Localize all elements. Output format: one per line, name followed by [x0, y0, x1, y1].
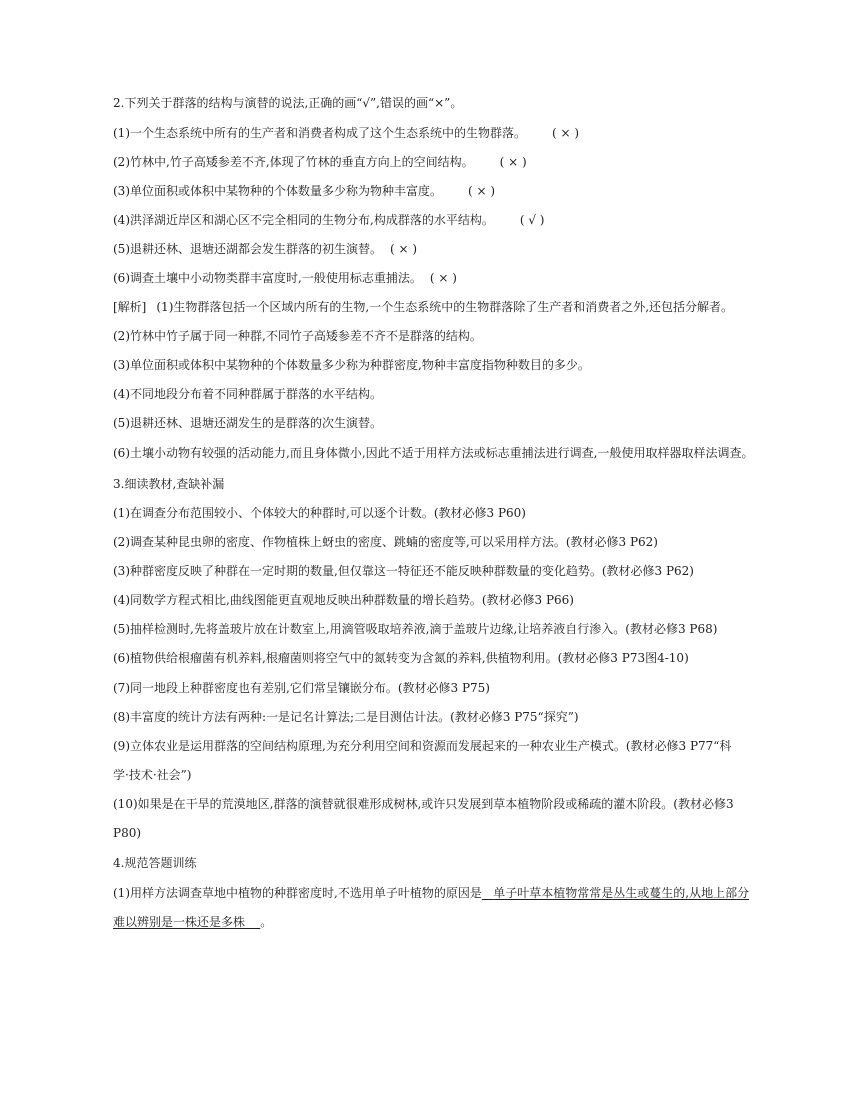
textbook-line-10-cont: P80) — [113, 826, 142, 840]
statement-3 — [113, 184, 495, 198]
answer-mark: ( × ) — [552, 126, 580, 140]
statement-text: (2)竹林中,竹子高矮参差不齐,体现了竹林的垂直方向上的空间结构。 — [113, 155, 474, 169]
answer-mark: ( × ) — [390, 242, 418, 256]
textbook-line-3: (3)种群密度反映了种群在一定时期的数量,但仅靠这一特征还不能反映种群数量的变化趋势。(教材必修3 P62) — [113, 564, 694, 578]
answer-text: 单子叶草本植物常常是丛生或蔓生的,从地上部分 — [493, 886, 750, 900]
statement-text: (1)一个生态系统中所有的生产者和消费者构成了这个生态系统中的生物群落。 — [113, 126, 527, 140]
analysis-text: (1)生物群落包括一个区域内所有的生物,一个生态系统中的生物群落除了生产者和消费者之外,还包括分解者。 — [156, 300, 734, 314]
answer-text: 难以辨别是一株还是多株 — [113, 915, 246, 929]
textbook-line-8: (8)丰富度的统计方法有两种:一是记名计算法;二是目测估计法。(教材必修3 P75“探究”) — [113, 710, 579, 724]
answer-mark: ( × ) — [499, 155, 527, 169]
textbook-line-7: (7)同一地段上种群密度也有差别,它们常呈镶嵌分布。(教材必修3 P75) — [113, 681, 490, 695]
statement-1 — [113, 126, 579, 140]
section2-heading: 2.下列关于群落的结构与演替的说法,正确的画“√”,错误的画“×”。 — [113, 96, 463, 110]
statement-6 — [113, 271, 457, 285]
statement-4 — [113, 213, 544, 227]
analysis-line-2: (2)竹林中竹子属于同一种群,不同竹子高矮参差不齐不是群落的结构。 — [113, 329, 482, 343]
analysis-label: [解析] — [113, 300, 147, 314]
analysis-line-6: (6)土壤小动物有较强的活动能力,而且身体微小,因此不适于用样方法或标志重捕法进行调查,一般使用取样器取样法调查。 — [113, 446, 754, 460]
textbook-line-9-cont: 学·技术·社会”) — [113, 768, 192, 782]
answer-question-1-cont — [113, 915, 272, 929]
answer-blank — [113, 915, 260, 929]
textbook-line-4: (4)同数学方程式相比,曲线图能更直观地反映出种群数量的增长趋势。(教材必修3 P66) — [113, 593, 574, 607]
section4-heading: 4.规范答题训练 — [113, 856, 197, 870]
section3-heading: 3.细读教材,查缺补漏 — [113, 477, 225, 491]
textbook-line-2: (2)调查某种昆虫卵的密度、作物植株上蚜虫的密度、跳蝻的密度等,可以采用样方法。(教材必修3 P62) — [113, 535, 658, 549]
statement-text: (3)单位面积或体积中某物种的个体数量多少称为物种丰富度。 — [113, 184, 443, 198]
statement-text: (6)调查土壤中小动物类群丰富度时,一般使用标志重捕法。 — [113, 271, 422, 285]
statement-2 — [113, 155, 527, 169]
statement-text: (4)洪泽湖近岸区和湖心区不完全相同的生物分布,构成群落的水平结构。 — [113, 213, 494, 227]
analysis-line-3: (3)单位面积或体积中某物种的个体数量多少称为种群密度,物种丰富度指物种数目的多少。 — [113, 358, 590, 372]
analysis-line-5: (5)退耕还林、退塘还湖发生的是群落的次生演替。 — [113, 416, 382, 430]
textbook-line-6: (6)植物供给根瘤菌有机养料,根瘤菌则将空气中的氮转变为含氮的养料,供植物利用。(教材必修3 P73图4-10) — [113, 651, 689, 665]
statement-5 — [113, 242, 417, 256]
answer-question-1 — [113, 886, 749, 900]
answer-mark: ( × ) — [468, 184, 496, 198]
textbook-line-9: (9)立体农业是运用群落的空间结构原理,为充分利用空间和资源而发展起来的一种农业生产模式。(教材必修3 P77“科 — [113, 739, 732, 753]
textbook-line-5: (5)抽样检测时,先将盖玻片放在计数室上,用滴管吸取培养液,滴于盖玻片边缘,让培养液自行渗入。(教材必修3 P68) — [113, 622, 718, 636]
answer-mark: ( × ) — [429, 271, 457, 285]
answer-suffix: 。 — [260, 915, 273, 929]
analysis-line-1 — [113, 300, 733, 314]
analysis-line-4: (4)不同地段分布着不同种群属于群落的水平结构。 — [113, 387, 382, 401]
answer-blank — [482, 886, 749, 900]
question-text: (1)用样方法调查草地中植物的种群密度时,不选用单子叶植物的原因是 — [113, 886, 482, 900]
statement-text: (5)退耕还林、退塘还湖都会发生群落的初生演替。 — [113, 242, 382, 256]
answer-mark: ( √ ) — [519, 213, 545, 227]
textbook-line-10: (10)如果是在干旱的荒漠地区,群落的演替就很难形成树林,或许只发展到草本植物阶段或稀疏的灌木阶段。(教材必修3 — [113, 797, 734, 811]
textbook-line-1: (1)在调查分布范围较小、个体较大的种群时,可以逐个计数。(教材必修3 P60) — [113, 506, 526, 520]
